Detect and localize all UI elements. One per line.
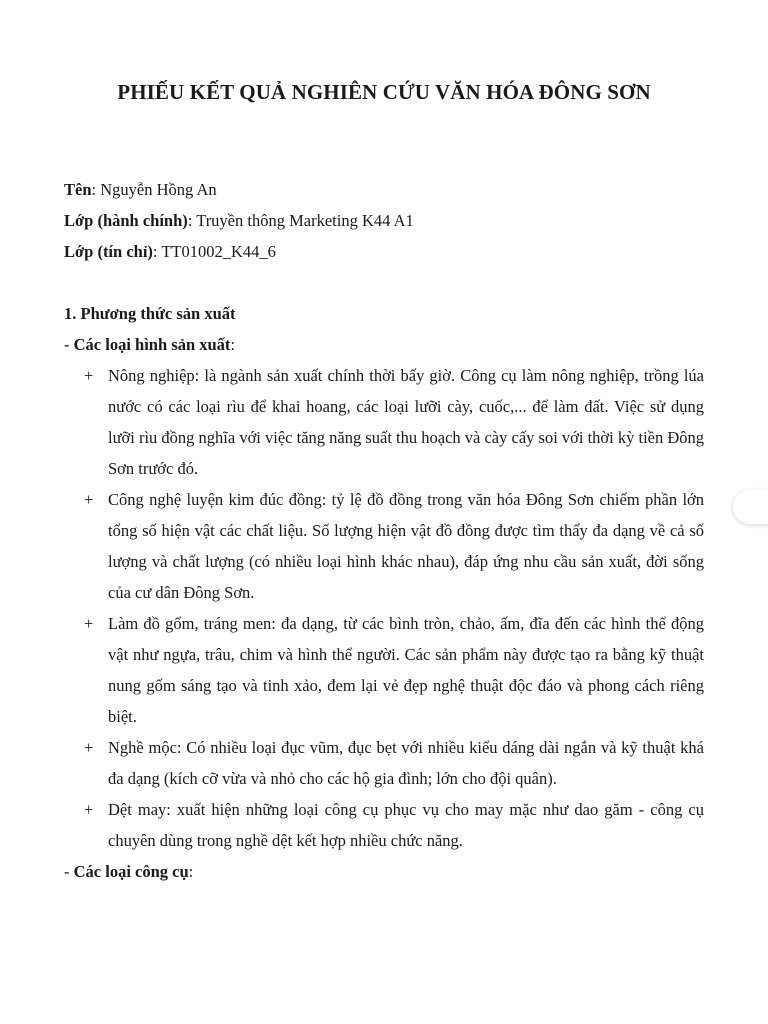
subsection-production-types	[64, 329, 704, 360]
plus-bullet-icon: +	[84, 738, 94, 757]
list-item-text: Nghề mộc: Có nhiều loại đục vũm, đục bẹt với nhiều kiểu dáng dài ngắn và kỹ thuật khá đa dạng (kích cỡ vừa và nhỏ cho các hộ gia đình; lớn cho đội quân).	[108, 738, 704, 788]
subsection-dash: -	[64, 862, 74, 881]
admin-class-value: : Truyền thông Marketing K44 A1	[187, 211, 414, 230]
section-production-method	[64, 298, 704, 887]
plus-bullet-icon: +	[84, 614, 94, 633]
list-item-text: Làm đồ gốm, tráng men: đa dạng, từ các bình tròn, chảo, ấm, đĩa đến các hình thể động vật như ngựa, trâu, chim và hình thể người. Các sản phẩm này được tạo ra bằng kỹ thuật nung gốm sáng tạo và tinh xảo, đem lại vẻ đẹp nghệ thuật độc đáo và phong cách riêng biệt.	[108, 614, 704, 726]
list-item-text: Dệt may: xuất hiện những loại công cụ phục vụ cho may mặc như dao găm - công cụ chuyên dùng trong nghề dệt kết hợp nhiều chức năng.	[108, 800, 704, 850]
section-heading: 1. Phương thức sản xuất	[64, 304, 236, 323]
list-item	[64, 360, 704, 484]
subsection-label: Các loại hình sản xuất	[73, 335, 231, 354]
list-item-text: Nông nghiệp: là ngành sản xuất chính thời bấy giờ. Công cụ làm nông nghiệp, trồng lúa nước có các loại rìu để khai hoang, các loại lưỡi cày, cuốc,... để làm đất. Việc sử dụng lưỡi rìu đồng nghĩa với việc tăng năng suất thu hoạch và cày cấy soi với thời kỳ tiền Đông Sơn trước đó.	[108, 366, 705, 478]
list-item	[64, 732, 704, 794]
subsection-tool-types	[64, 856, 704, 887]
list-item-text: Công nghệ luyện kim đúc đồng: tỷ lệ đồ đồng trong văn hóa Đông Sơn chiếm phần lớn tổng số hiện vật các chất liệu. Số lượng hiện vật đồ đồng được tìm thấy đa dạng về cả số lượng và chất lượng (có nhiều loại hình khác nhau), đáp ứng nhu cầu sản xuất, đời sống của cư dân Đông Sơn.	[108, 490, 704, 602]
list-item	[64, 608, 704, 732]
document-title: PHIẾU KẾT QUẢ NGHIÊN CỨU VĂN HÓA ĐÔNG SƠN	[117, 80, 651, 104]
subsection-label: Các loại công cụ	[73, 862, 189, 881]
student-info	[64, 174, 724, 267]
subsection-dash: -	[64, 335, 74, 354]
student-name-line	[64, 174, 724, 205]
admin-class-line	[64, 205, 724, 236]
name-value: : Nguyễn Hồng An	[91, 180, 217, 199]
list-item	[64, 484, 704, 608]
plus-bullet-icon: +	[84, 490, 94, 509]
production-types-list	[64, 360, 704, 856]
subsection-colon: :	[230, 335, 236, 354]
scroll-handle[interactable]	[733, 490, 768, 524]
list-item	[64, 794, 704, 856]
name-label: Tên	[64, 180, 92, 199]
plus-bullet-icon: +	[84, 366, 94, 385]
credit-class-value: : TT01002_K44_6	[152, 242, 276, 261]
admin-class-label: Lớp (hành chính)	[64, 211, 188, 230]
subsection-colon: :	[188, 862, 194, 881]
credit-class-label: Lớp (tín chỉ)	[64, 242, 153, 261]
plus-bullet-icon: +	[84, 800, 94, 819]
credit-class-line	[64, 236, 724, 267]
